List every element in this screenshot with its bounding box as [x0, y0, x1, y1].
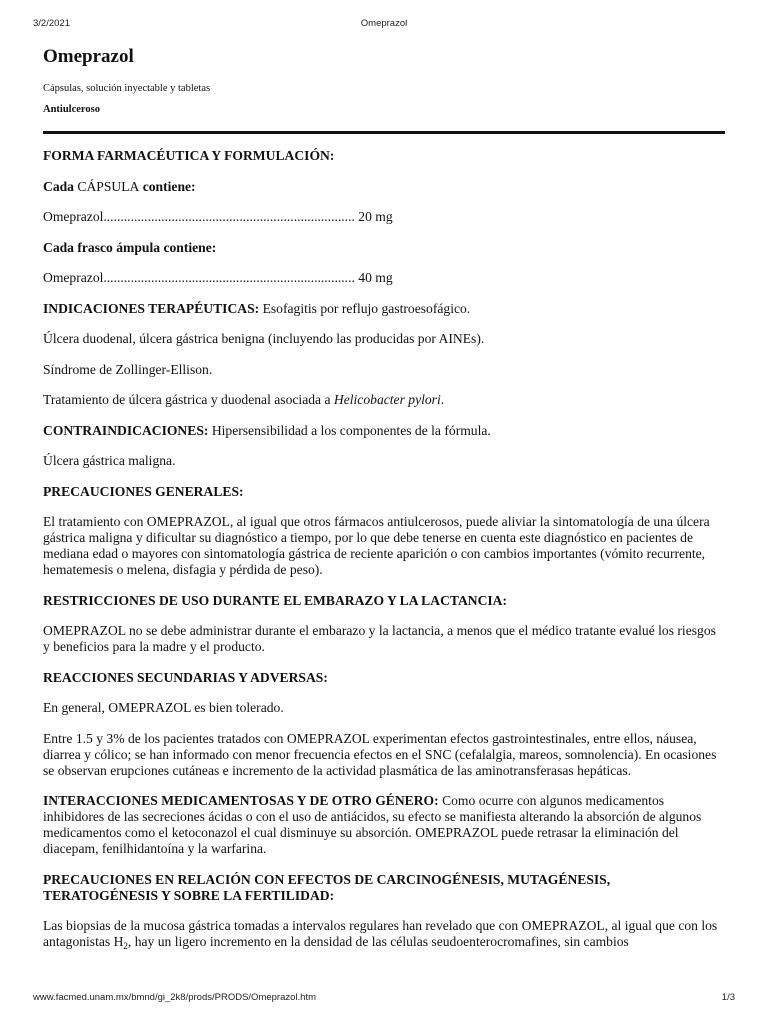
precauciones-paragraph: El tratamiento con OMEPRAZOL, al igual que otros fármacos antiulcerosos, puede aliviar la sintomatología de una úlcera gástrica maligna y dificultar su diagnóstico a tiempo, por lo que debe tenerse en cuenta este diagnóstico en pacientes de mediana edad o mayores con sintomatología gástrica de reciente aparición o con cambios importantes (vómito recurrente, hematemesis o melena, disfagia y pérdida de peso). — [43, 514, 710, 577]
forma-heading: FORMA FARMACÉUTICA Y FORMULACIÓN: — [43, 148, 335, 163]
contraindicacion-item: Úlcera gástrica maligna. — [43, 453, 176, 468]
therapeutic-category: Antiulceroso — [43, 104, 100, 115]
document-content — [43, 40, 725, 965]
page-title: Omeprazol — [43, 46, 134, 67]
header-divider — [43, 131, 725, 134]
indicaciones-paragraph: INDICACIONES TERAPÉUTICAS: Esofagitis por reflujo gastroesofágico. — [43, 300, 471, 316]
contraindicaciones-paragraph: CONTRAINDICACIONES: Hipersensibilidad a los componentes de la fórmula. — [43, 422, 491, 438]
restricciones-paragraph: OMEPRAZOL no se debe administrar durante el embarazo y la lactancia, a menos que el médico tratante evalué los riesgos y beneficios para la madre y el producto. — [43, 623, 716, 654]
carcinogenesis-heading: PRECAUCIONES EN RELACIÓN CON EFECTOS DE CARCINOGÉNESIS, MUTAGÉNESIS, TERATOGÉNESIS Y SOBRE LA FERTILIDAD: — [43, 871, 611, 903]
capsula-heading: Cada CÁPSULA contiene: — [43, 178, 196, 194]
presentation-subtitle: Cápsulas, solución inyectable y tabletas — [43, 83, 211, 94]
frasco-formula-line: Omeprazol.......................................................................... 40 mg — [43, 270, 393, 285]
restricciones-heading: RESTRICCIONES DE USO DURANTE EL EMBARAZO Y LA LACTANCIA: — [43, 592, 508, 608]
carcinogenesis-paragraph: Las biopsias de la mucosa gástrica tomadas a intervalos regulares han revelado que con OMEPRAZOL, al igual que con los antagonistas $H_2$, hay un ligero incremento en la densidad de las células seudoenterocromafines, sin cambios — [43, 918, 718, 951]
reacciones-paragraph: Entre 1.5 y 3% de los pacientes tratados con OMEPRAZOL experimentan efectos gastrointestinales, entre ellos, náusea, diarrea y cólico; se han informado con menor frecuencia efectos en el SNC (cefalalgia, mareos, somnolencia). En ocasiones se observan erupciones cutáneas e incremento de la actividad plasmática de las aminotransferasas hepáticas. — [43, 730, 717, 778]
print-date: 3/2/2021 — [33, 18, 70, 29]
print-header — [0, 18, 768, 32]
document-body — [43, 148, 725, 950]
indicacion-item: Úlcera duodenal, úlcera gástrica benigna (incluyendo las producidas por AINEs). — [43, 331, 485, 346]
frasco-heading: Cada frasco ámpula contiene: — [43, 239, 217, 255]
indicacion-item: Síndrome de Zollinger-Ellison. — [43, 361, 213, 377]
capsula-formula-line: Omeprazol.......................................................................... 20 mg — [43, 209, 393, 224]
reacciones-paragraph: En general, OMEPRAZOL es bien tolerado. — [43, 700, 284, 715]
precauciones-heading: PRECAUCIONES GENERALES: — [43, 483, 244, 499]
reacciones-heading: REACCIONES SECUNDARIAS Y ADVERSAS: — [43, 669, 328, 685]
indicacion-item: Tratamiento de úlcera gástrica y duodenal asociada a Helicobacter pylori. — [43, 392, 445, 407]
print-footer — [0, 992, 768, 1006]
source-url: www.facmed.unam.mx/bmnd/gi_2k8/prods/PRODS/Omeprazol.htm — [33, 992, 316, 1003]
interacciones-paragraph: INTERACCIONES MEDICAMENTOSAS Y DE OTRO GÉNERO: Como ocurre con algunos medicamentos inhibidores de las secreciones ácidas o con el uso de antiácidos, su efecto se manifiesta alterando la absorción de algunos medicamentos como el ketoconazol el cual disminuye su absorción. OMEPRAZOL puede retrasar la eliminación del diacepam, fenilhidantoína y la warfarina. — [43, 793, 702, 856]
print-title: Omeprazol — [360, 18, 408, 29]
page-number: 1/3 — [721, 992, 735, 1003]
